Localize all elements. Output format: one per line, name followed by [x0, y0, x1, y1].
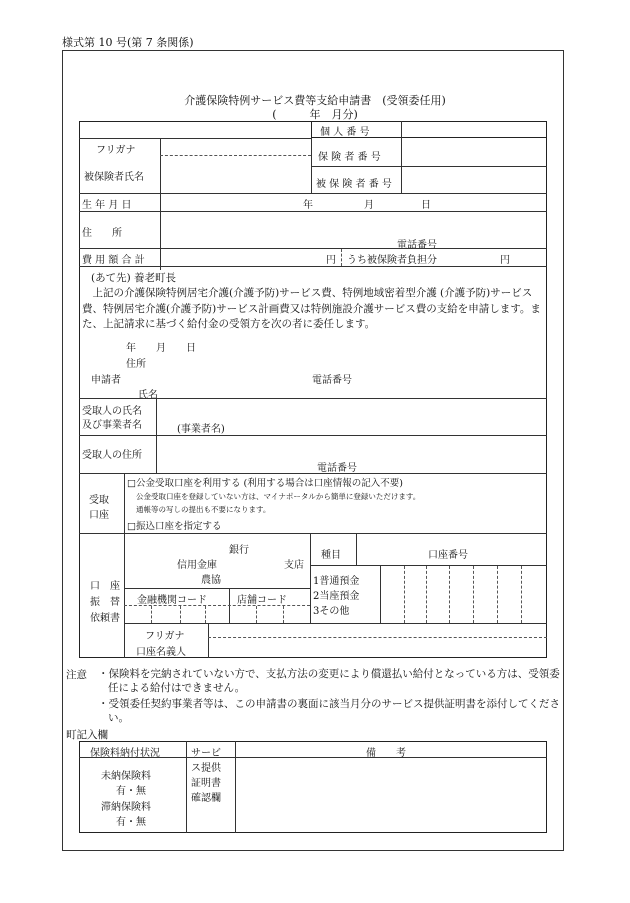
branch-code-field[interactable] [231, 607, 308, 621]
recipient-name-label-1: 受取人の氏名 [82, 406, 142, 417]
public-account-note-2: 通帳等の写しの提出も不要になります。 [136, 505, 271, 514]
kojin-bango-field[interactable] [404, 122, 544, 136]
service-cert-line-1: サービ [191, 748, 221, 759]
self-pay-label: うち被保険者負担分 [347, 255, 437, 266]
furigana-field[interactable] [163, 140, 309, 154]
bank-name-field[interactable] [130, 537, 222, 582]
overdue-premium-label: 滞納保険料 [101, 802, 151, 813]
kojin-bango-label: 個 人 番 号 [320, 127, 370, 138]
address-label: 住 所 [82, 228, 122, 239]
remarks-header: 備 考 [366, 748, 406, 759]
account-type-header: 種目 [321, 550, 341, 561]
recipient-address-field[interactable] [160, 438, 543, 456]
public-account-note-1: 公金受取口座を登録していない方は、マイナポータルから簡単に登録いただけます。 [136, 492, 421, 501]
account-type-3[interactable]: 3その他 [313, 606, 350, 617]
hihokensha-shimei-label: 被保険者氏名 [84, 172, 144, 183]
birth-day: 日 [421, 200, 431, 211]
furigana-label: フリガナ [96, 145, 136, 156]
receive-account-label-1: 受取 [89, 495, 109, 506]
recipient-name-field[interactable] [248, 402, 543, 432]
recipient-company-label: (事業者名) [177, 424, 225, 435]
overdue-yes-no[interactable]: 有・無 [116, 817, 146, 828]
nokyo-label: 農協 [201, 575, 221, 586]
holder-furigana-field[interactable] [211, 625, 543, 636]
account-type-1[interactable]: 1普通預金 [313, 576, 360, 587]
name-field[interactable] [163, 158, 309, 191]
remarks-field[interactable] [238, 760, 544, 830]
transfer-account-option[interactable]: □振込口座を指定する [127, 521, 222, 532]
unpaid-yes-no[interactable]: 有・無 [116, 786, 146, 797]
holder-name-field[interactable] [211, 640, 543, 656]
cost-total-label: 費 用 額 合 計 [82, 255, 145, 266]
notes-heading: 注意 [66, 669, 87, 681]
holder-furigana-label: フリガナ [145, 631, 185, 642]
note-1: ・保険料を完納されていない方で、支払方法の変更により償還払い給付となっている方は、受領委任による給付はできません。 [98, 668, 560, 694]
birth-month: 月 [364, 200, 374, 211]
bank-label: 銀行 [229, 545, 249, 556]
hokensha-bango-label: 保 険 者 番 号 [318, 152, 381, 163]
bank-code-label: 金融機関コード [137, 595, 207, 606]
cost-yen: 円 [326, 255, 336, 266]
recipient-address-label: 受取人の住所 [82, 450, 142, 461]
public-account-option[interactable]: □公金受取口座を利用する (利用する場合は口座情報の記入不要) [127, 478, 403, 489]
address-field[interactable] [163, 213, 543, 231]
self-pay-yen: 円 [500, 255, 510, 266]
receive-account-label-2: 口座 [89, 510, 109, 521]
hihokensha-bango-label: 被 保 険 者 番 号 [316, 179, 392, 190]
unpaid-premium-label: 未納保険料 [101, 771, 151, 782]
town-section-heading: 町記入欄 [66, 729, 108, 741]
birthdate-label: 生 年 月 日 [82, 200, 132, 211]
transfer-label-2: 振 替 [90, 597, 120, 608]
applicant-name-label: 氏名 [138, 390, 158, 401]
payment-status-header: 保険料納付状況 [90, 748, 160, 759]
account-type-2[interactable]: 2当座預金 [313, 591, 360, 602]
holder-name-label: 口座名義人 [136, 647, 186, 658]
transfer-label-1: 口 座 [90, 581, 120, 592]
applicant-phone-label: 電話番号 [312, 375, 352, 386]
applicant-label: 申請者 [91, 375, 121, 386]
branch-code-label: 店舗コード [237, 595, 287, 606]
transfer-label-3: 依頼書 [90, 613, 120, 624]
recipient-name-label-2: 及び事業者名 [82, 420, 142, 431]
service-cert-line-2: ス提供 [191, 763, 221, 774]
address-phone-label: 電話番号 [397, 240, 437, 251]
branch-label: 支店 [284, 560, 304, 571]
applicant-address-label: 住所 [126, 359, 146, 370]
hokensha-bango-field[interactable] [404, 140, 544, 164]
form-subtitle: ( 年 月分) [272, 108, 358, 121]
hihokensha-bango-field[interactable] [404, 168, 544, 192]
account-number-field[interactable] [382, 567, 545, 621]
recipient-phone-label: 電話番号 [317, 463, 357, 474]
shinkin-label: 信用金庫 [177, 560, 217, 571]
form-title: 介護保険特例サービス費等支給申請書 (受領委任用) [184, 94, 446, 107]
birth-year: 年 [303, 200, 313, 211]
application-date: 年 月 日 [126, 343, 196, 354]
note-2: ・受領委任契約事業者等は、この申請書の裏面に該当月分のサービス提供証明書を添付してください。 [98, 698, 560, 724]
bank-code-field[interactable] [126, 607, 227, 621]
account-number-header: 口座番号 [428, 550, 468, 561]
application-statement: 上記の介護保険特例居宅介護(介護予防)サービス費、特例地域密着型介護 (介護予防)サービス費、特例居宅介護(介護予防)サービス計画費又は特例施設介護サービス費の支給を申請します。また、上記請求に基づく給付金の受領方を次の者に委任します。 [82, 287, 541, 330]
form-number: 様式第 10 号(第 7 条関係) [62, 36, 194, 49]
service-cert-line-3: 証明書 [191, 778, 221, 789]
service-cert-line-4: 確認欄 [191, 793, 221, 804]
addressee: (あて先) 養老町長 [91, 272, 177, 284]
